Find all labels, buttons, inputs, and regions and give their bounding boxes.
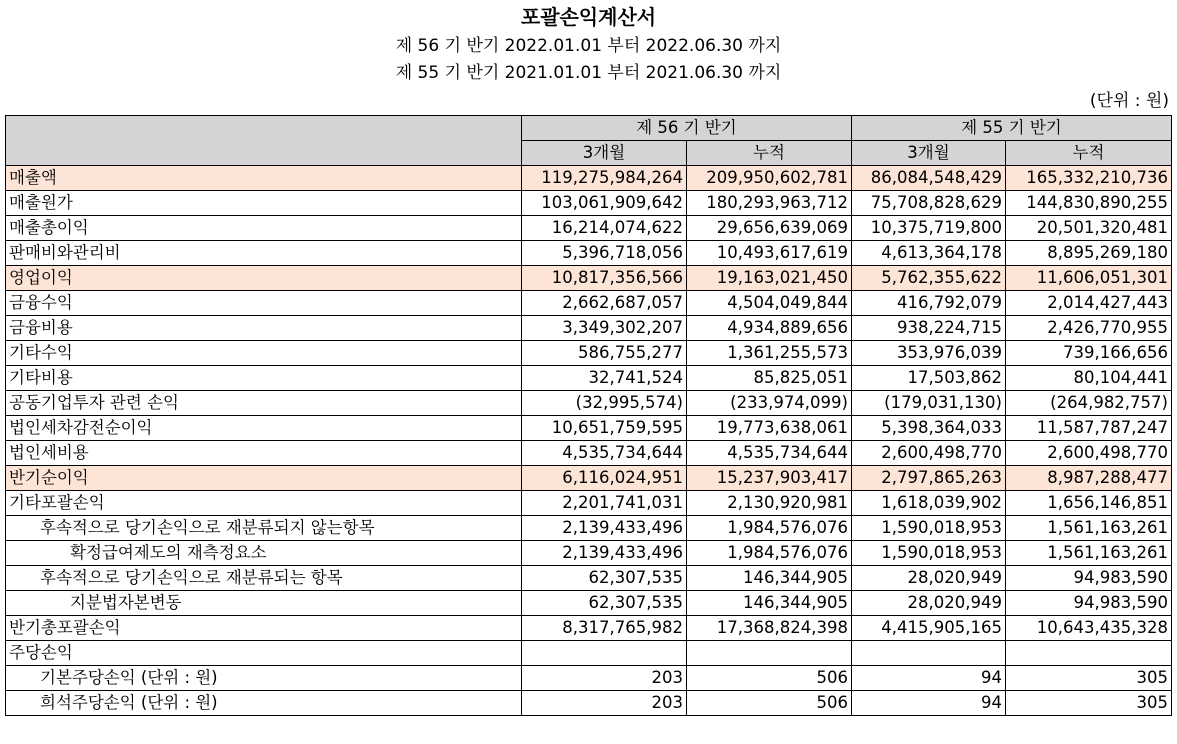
row-value: 146,344,905 <box>687 566 852 591</box>
row-value: 94 <box>852 666 1006 691</box>
row-value: 1,590,018,953 <box>852 516 1006 541</box>
row-value: (264,982,757) <box>1006 391 1172 416</box>
table-row <box>6 291 1172 316</box>
row-value: 416,792,079 <box>852 291 1006 316</box>
row-value: 4,504,049,844 <box>687 291 852 316</box>
row-value: 10,493,617,619 <box>687 241 852 266</box>
table-row <box>6 366 1172 391</box>
table-row <box>6 541 1172 566</box>
row-label: 후속적으로 당기손익으로 재분류되지 않는항목 <box>6 516 522 541</box>
table-row <box>6 166 1172 191</box>
row-value: 10,651,759,595 <box>522 416 687 441</box>
col-current-cumulative: 누적 <box>687 141 852 166</box>
table-row <box>6 616 1172 641</box>
row-value: 8,317,765,982 <box>522 616 687 641</box>
row-label: 영업이익 <box>6 266 522 291</box>
row-label: 금융비용 <box>6 316 522 341</box>
row-value: 1,590,018,953 <box>852 541 1006 566</box>
row-label: 기타포괄손익 <box>6 491 522 516</box>
row-value: 62,307,535 <box>522 591 687 616</box>
row-value: 4,613,364,178 <box>852 241 1006 266</box>
row-value <box>522 641 687 666</box>
row-value: 1,561,163,261 <box>1006 541 1172 566</box>
col-prior-cumulative: 누적 <box>1006 141 1172 166</box>
row-value: 203 <box>522 691 687 716</box>
statement-body <box>6 166 1172 716</box>
row-value: 209,950,602,781 <box>687 166 852 191</box>
row-value: 1,656,146,851 <box>1006 491 1172 516</box>
row-value <box>852 641 1006 666</box>
period-prior: 제 55 기 반기 2021.01.01 부터 2021.06.30 까지 <box>395 63 782 83</box>
statement-title: 포괄손익계산서 <box>520 5 657 29</box>
row-value: 3,349,302,207 <box>522 316 687 341</box>
row-value: 10,643,435,328 <box>1006 616 1172 641</box>
row-label: 매출액 <box>6 166 522 191</box>
row-value: (32,995,574) <box>522 391 687 416</box>
row-value: 8,895,269,180 <box>1006 241 1172 266</box>
row-value: 28,020,949 <box>852 566 1006 591</box>
row-value: 2,014,427,443 <box>1006 291 1172 316</box>
row-value: 80,104,441 <box>1006 366 1172 391</box>
period-current: 제 56 기 반기 2022.01.01 부터 2022.06.30 까지 <box>395 36 782 56</box>
row-value: 2,130,920,981 <box>687 491 852 516</box>
row-value: 305 <box>1006 666 1172 691</box>
col-current-3month: 3개월 <box>522 141 687 166</box>
row-value: 75,708,828,629 <box>852 191 1006 216</box>
row-value: 29,656,639,069 <box>687 216 852 241</box>
row-value: 506 <box>687 666 852 691</box>
table-row <box>6 416 1172 441</box>
table-row <box>6 466 1172 491</box>
row-value: 11,587,787,247 <box>1006 416 1172 441</box>
row-value: 1,984,576,076 <box>687 541 852 566</box>
row-label: 주당손익 <box>6 641 522 666</box>
col-current-period: 제 56 기 반기 <box>522 116 852 141</box>
row-value: 19,773,638,061 <box>687 416 852 441</box>
row-value: 103,061,909,642 <box>522 191 687 216</box>
row-value <box>1006 641 1172 666</box>
row-label: 매출총이익 <box>6 216 522 241</box>
row-value: 86,084,548,429 <box>852 166 1006 191</box>
row-value: 94,983,590 <box>1006 566 1172 591</box>
row-value: 17,368,824,398 <box>687 616 852 641</box>
row-label: 희석주당손익 (단위 : 원) <box>6 691 522 716</box>
row-value: 2,139,433,496 <box>522 516 687 541</box>
row-value: 15,237,903,417 <box>687 466 852 491</box>
row-value: 506 <box>687 691 852 716</box>
table-row <box>6 266 1172 291</box>
row-label: 지분법자본변동 <box>6 591 522 616</box>
row-value: 5,762,355,622 <box>852 266 1006 291</box>
row-label: 기타비용 <box>6 366 522 391</box>
row-label: 금융수익 <box>6 291 522 316</box>
row-value: 85,825,051 <box>687 366 852 391</box>
row-value: 10,817,356,566 <box>522 266 687 291</box>
row-label: 공동기업투자 관련 손익 <box>6 391 522 416</box>
row-value: 1,361,255,573 <box>687 341 852 366</box>
table-row <box>6 591 1172 616</box>
row-value: 5,398,364,033 <box>852 416 1006 441</box>
table-row <box>6 216 1172 241</box>
table-row <box>6 491 1172 516</box>
row-value <box>687 641 852 666</box>
row-value: 20,501,320,481 <box>1006 216 1172 241</box>
table-row <box>6 691 1172 716</box>
row-value: 5,396,718,056 <box>522 241 687 266</box>
row-label: 매출원가 <box>6 191 522 216</box>
col-prior-period: 제 55 기 반기 <box>852 116 1172 141</box>
row-value: 4,535,734,644 <box>687 441 852 466</box>
label-column-header <box>6 116 522 166</box>
row-value: 353,976,039 <box>852 341 1006 366</box>
row-value: 4,415,905,165 <box>852 616 1006 641</box>
row-label: 후속적으로 당기손익으로 재분류되는 항목 <box>6 566 522 591</box>
table-row <box>6 191 1172 216</box>
row-value: 586,755,277 <box>522 341 687 366</box>
row-value: 739,166,656 <box>1006 341 1172 366</box>
row-value: 1,561,163,261 <box>1006 516 1172 541</box>
row-value: 62,307,535 <box>522 566 687 591</box>
col-prior-3month: 3개월 <box>852 141 1006 166</box>
table-row <box>6 316 1172 341</box>
row-value: 28,020,949 <box>852 591 1006 616</box>
row-value: 305 <box>1006 691 1172 716</box>
row-value: (233,974,099) <box>687 391 852 416</box>
row-value: 203 <box>522 666 687 691</box>
row-label: 기타수익 <box>6 341 522 366</box>
row-value: 2,797,865,263 <box>852 466 1006 491</box>
table-row <box>6 666 1172 691</box>
table-row <box>6 341 1172 366</box>
row-label: 기본주당손익 (단위 : 원) <box>6 666 522 691</box>
row-value: 119,275,984,264 <box>522 166 687 191</box>
table-row <box>6 641 1172 666</box>
unit-label: (단위 : 원) <box>1089 91 1169 111</box>
row-value: 144,830,890,255 <box>1006 191 1172 216</box>
row-value: 8,987,288,477 <box>1006 466 1172 491</box>
row-label: 판매비와관리비 <box>6 241 522 266</box>
row-value: 16,214,074,622 <box>522 216 687 241</box>
row-label: 확정급여제도의 재측정요소 <box>6 541 522 566</box>
row-value: 2,600,498,770 <box>852 441 1006 466</box>
row-value: 6,116,024,951 <box>522 466 687 491</box>
row-value: 4,535,734,644 <box>522 441 687 466</box>
row-value: 94,983,590 <box>1006 591 1172 616</box>
row-label: 법인세차감전순이익 <box>6 416 522 441</box>
row-value: 10,375,719,800 <box>852 216 1006 241</box>
row-label: 반기총포괄손익 <box>6 616 522 641</box>
row-value: 2,426,770,955 <box>1006 316 1172 341</box>
row-label: 법인세비용 <box>6 441 522 466</box>
row-value: 4,934,889,656 <box>687 316 852 341</box>
row-value: 2,139,433,496 <box>522 541 687 566</box>
row-label: 반기순이익 <box>6 466 522 491</box>
table-row <box>6 441 1172 466</box>
row-value: 180,293,963,712 <box>687 191 852 216</box>
table-row <box>6 516 1172 541</box>
row-value: 1,984,576,076 <box>687 516 852 541</box>
header-row-period <box>6 116 1172 141</box>
row-value: 2,662,687,057 <box>522 291 687 316</box>
table-row <box>6 566 1172 591</box>
row-value: 11,606,051,301 <box>1006 266 1172 291</box>
row-value: 2,201,741,031 <box>522 491 687 516</box>
row-value: 2,600,498,770 <box>1006 441 1172 466</box>
row-value: 94 <box>852 691 1006 716</box>
row-value: 17,503,862 <box>852 366 1006 391</box>
table-row <box>6 241 1172 266</box>
row-value: 32,741,524 <box>522 366 687 391</box>
row-value: 146,344,905 <box>687 591 852 616</box>
row-value: (179,031,130) <box>852 391 1006 416</box>
table-row <box>6 391 1172 416</box>
row-value: 19,163,021,450 <box>687 266 852 291</box>
row-value: 165,332,210,736 <box>1006 166 1172 191</box>
row-value: 1,618,039,902 <box>852 491 1006 516</box>
income-statement-table <box>5 115 1172 716</box>
row-value: 938,224,715 <box>852 316 1006 341</box>
